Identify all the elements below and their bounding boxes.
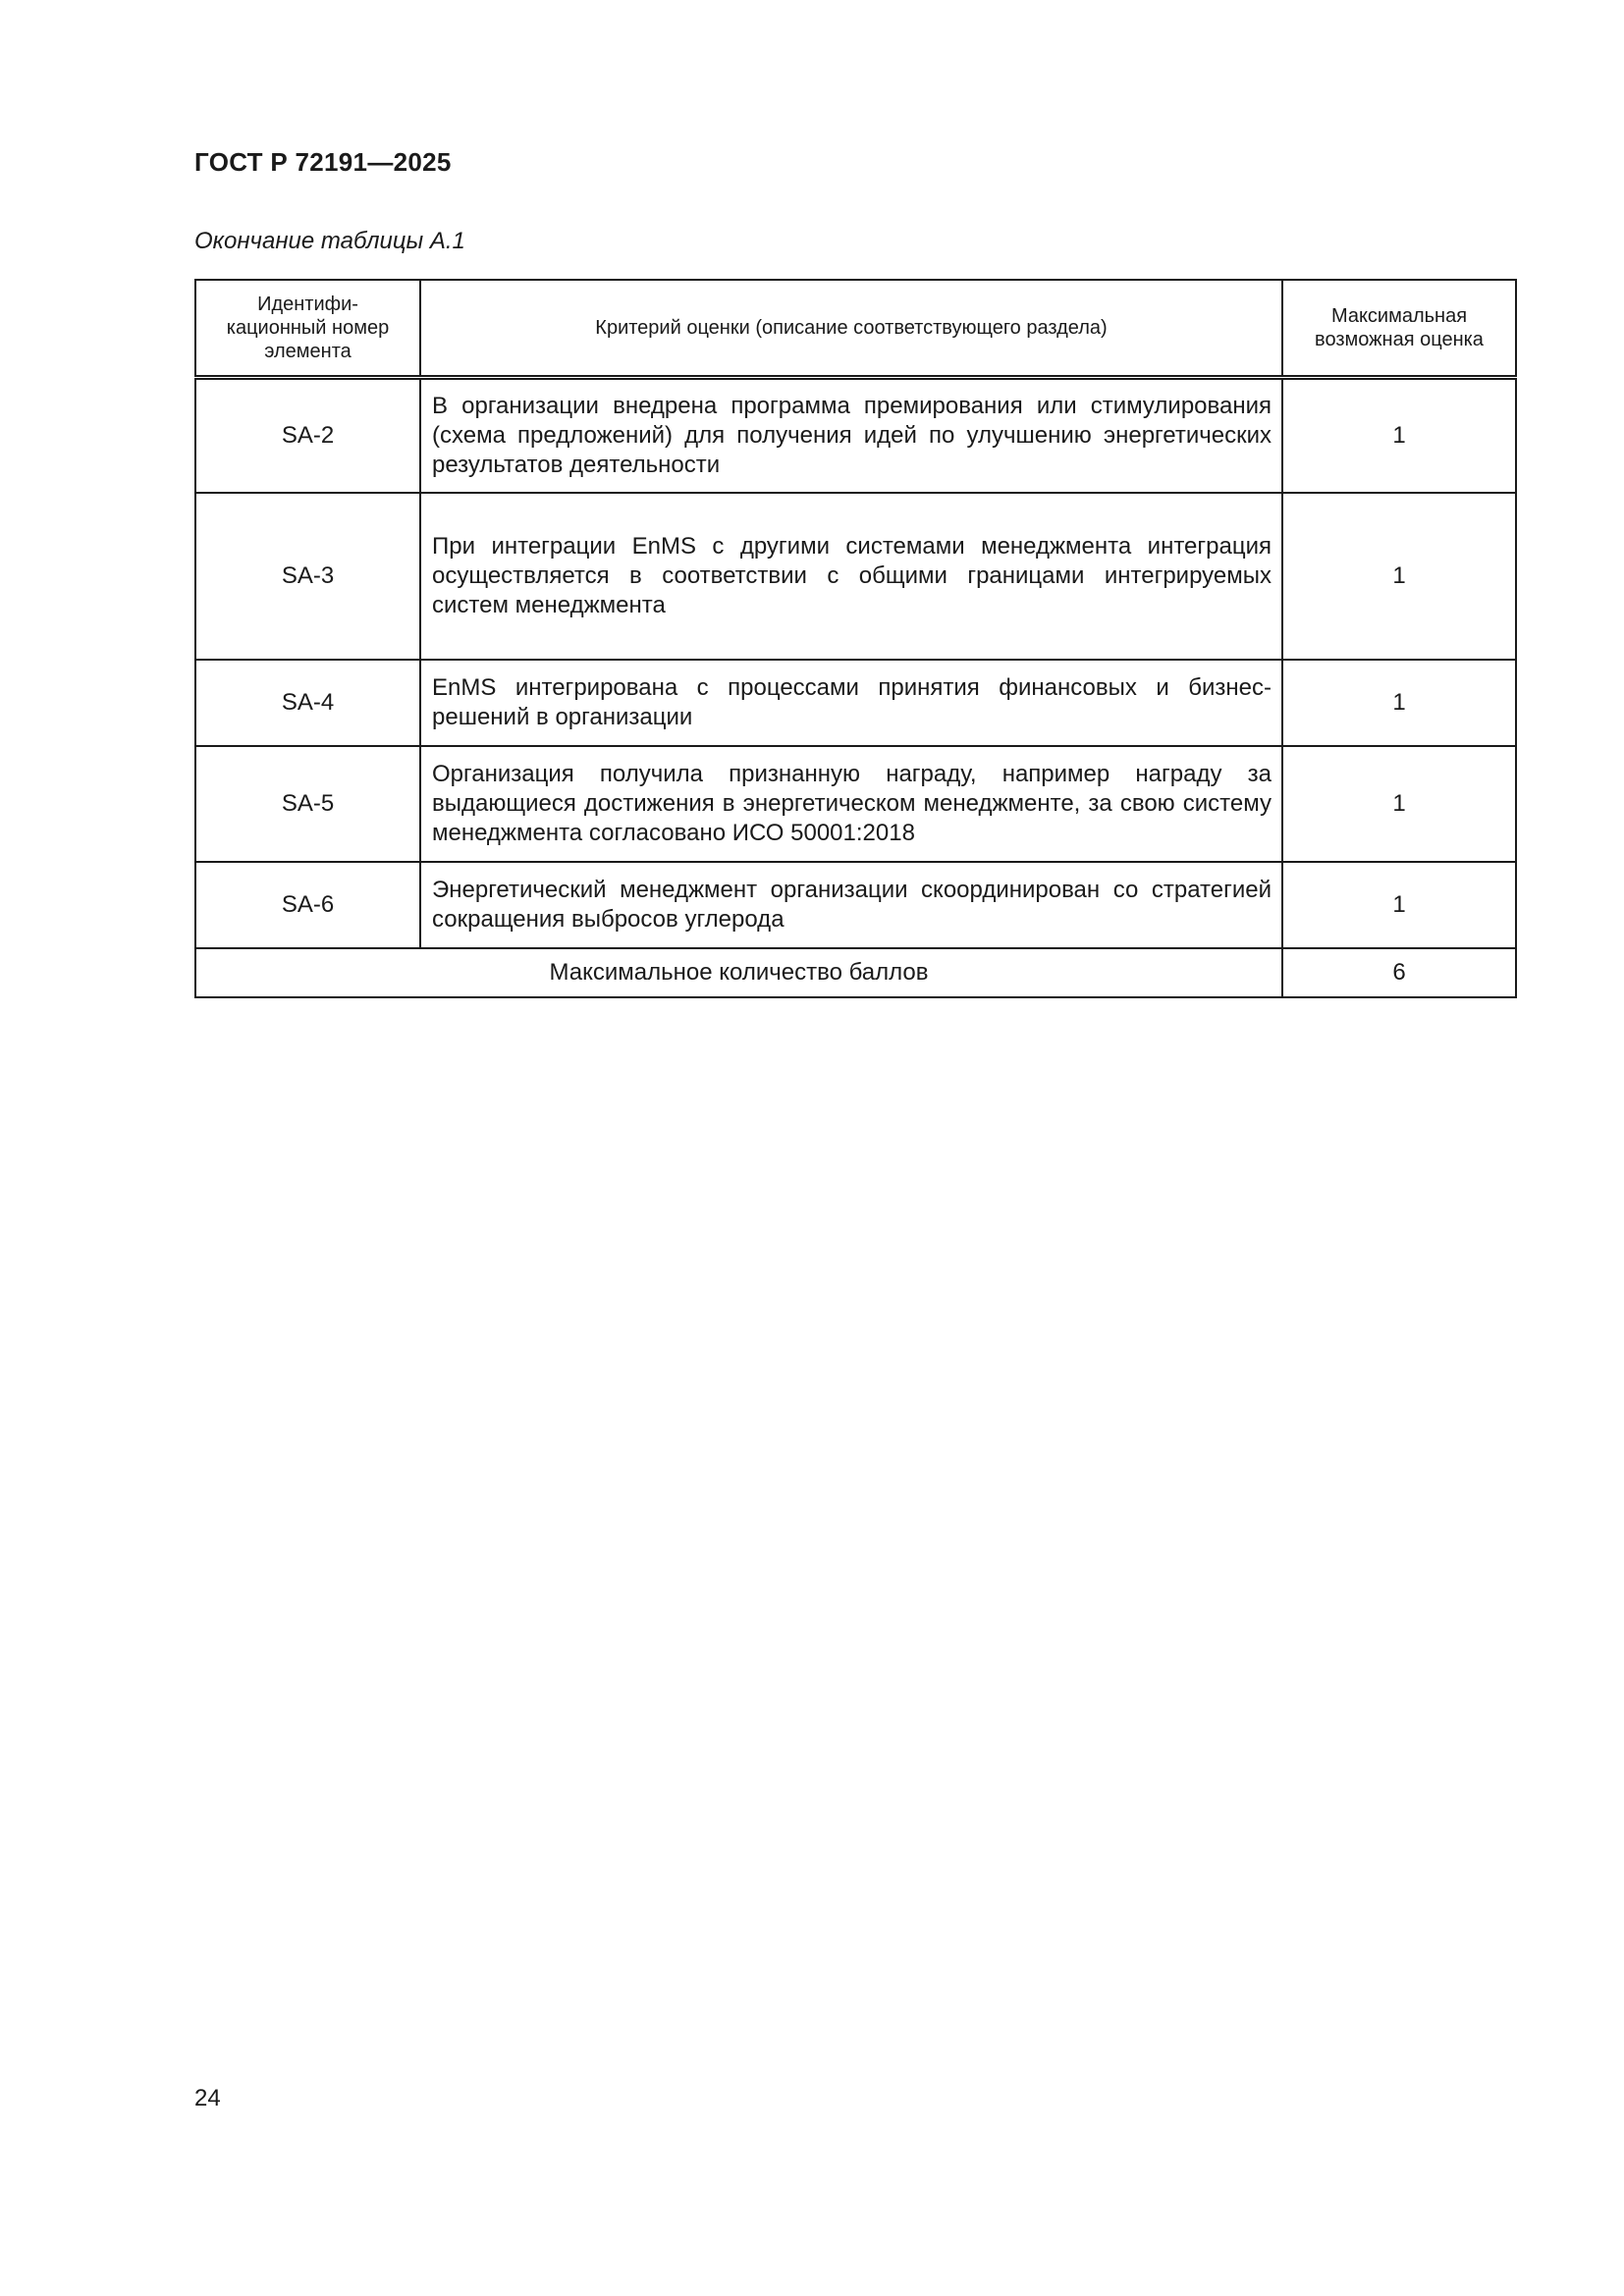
criterion-description-cell: При интеграции EnMS с другими системами менеджмента интеграция осуществляется в соответствии с общими границами интегрируемых систем менеджмента: [420, 493, 1282, 660]
element-id-cell: SA-3: [195, 493, 420, 660]
max-score-cell: 1: [1282, 746, 1516, 862]
column-header-criterion: Критерий оценки (описание соответствующего раздела): [420, 280, 1282, 378]
element-id-cell: SA-4: [195, 660, 420, 746]
table-row: [195, 660, 1516, 746]
table-row: [195, 746, 1516, 862]
element-id-cell: SA-5: [195, 746, 420, 862]
total-label-cell: Максимальное количество баллов: [195, 948, 1282, 997]
max-score-cell: 1: [1282, 378, 1516, 494]
total-value-cell: 6: [1282, 948, 1516, 997]
criterion-description-cell: Организация получила признанную награду, например награду за выдающиеся достижения в энергетическом менеджменте, за свою систему менеджмента согласовано ИСО 50001:2018: [420, 746, 1282, 862]
criterion-description-cell: EnMS интегрирована с процессами принятия финансовых и бизнес-решений в организации: [420, 660, 1282, 746]
max-score-cell: 1: [1282, 660, 1516, 746]
element-id-cell: SA-6: [195, 862, 420, 948]
table-header-row: [195, 280, 1516, 378]
table-row: [195, 378, 1516, 494]
criterion-description-cell: В организации внедрена программа премирования или стимулирования (схема предложений) для получения идей по улучшению энергетических результатов деятельности: [420, 378, 1282, 494]
table-caption: Окончание таблицы А.1: [194, 228, 465, 254]
column-header-max-score: Максимальная возможная оценка: [1282, 280, 1516, 378]
page-number: 24: [194, 2085, 221, 2111]
criterion-description-cell: Энергетический менеджмент организации скоординирован со стратегией сокращения выбросов углерода: [420, 862, 1282, 948]
max-score-cell: 1: [1282, 493, 1516, 660]
column-header-id: Идентифи- кационный номер элемента: [195, 280, 420, 378]
max-score-cell: 1: [1282, 862, 1516, 948]
document-standard-code: ГОСТ Р 72191—2025: [194, 147, 452, 177]
table-row: [195, 493, 1516, 660]
total-row: [195, 948, 1516, 997]
table-row: [195, 862, 1516, 948]
element-id-cell: SA-2: [195, 378, 420, 494]
criteria-table: [194, 279, 1517, 998]
